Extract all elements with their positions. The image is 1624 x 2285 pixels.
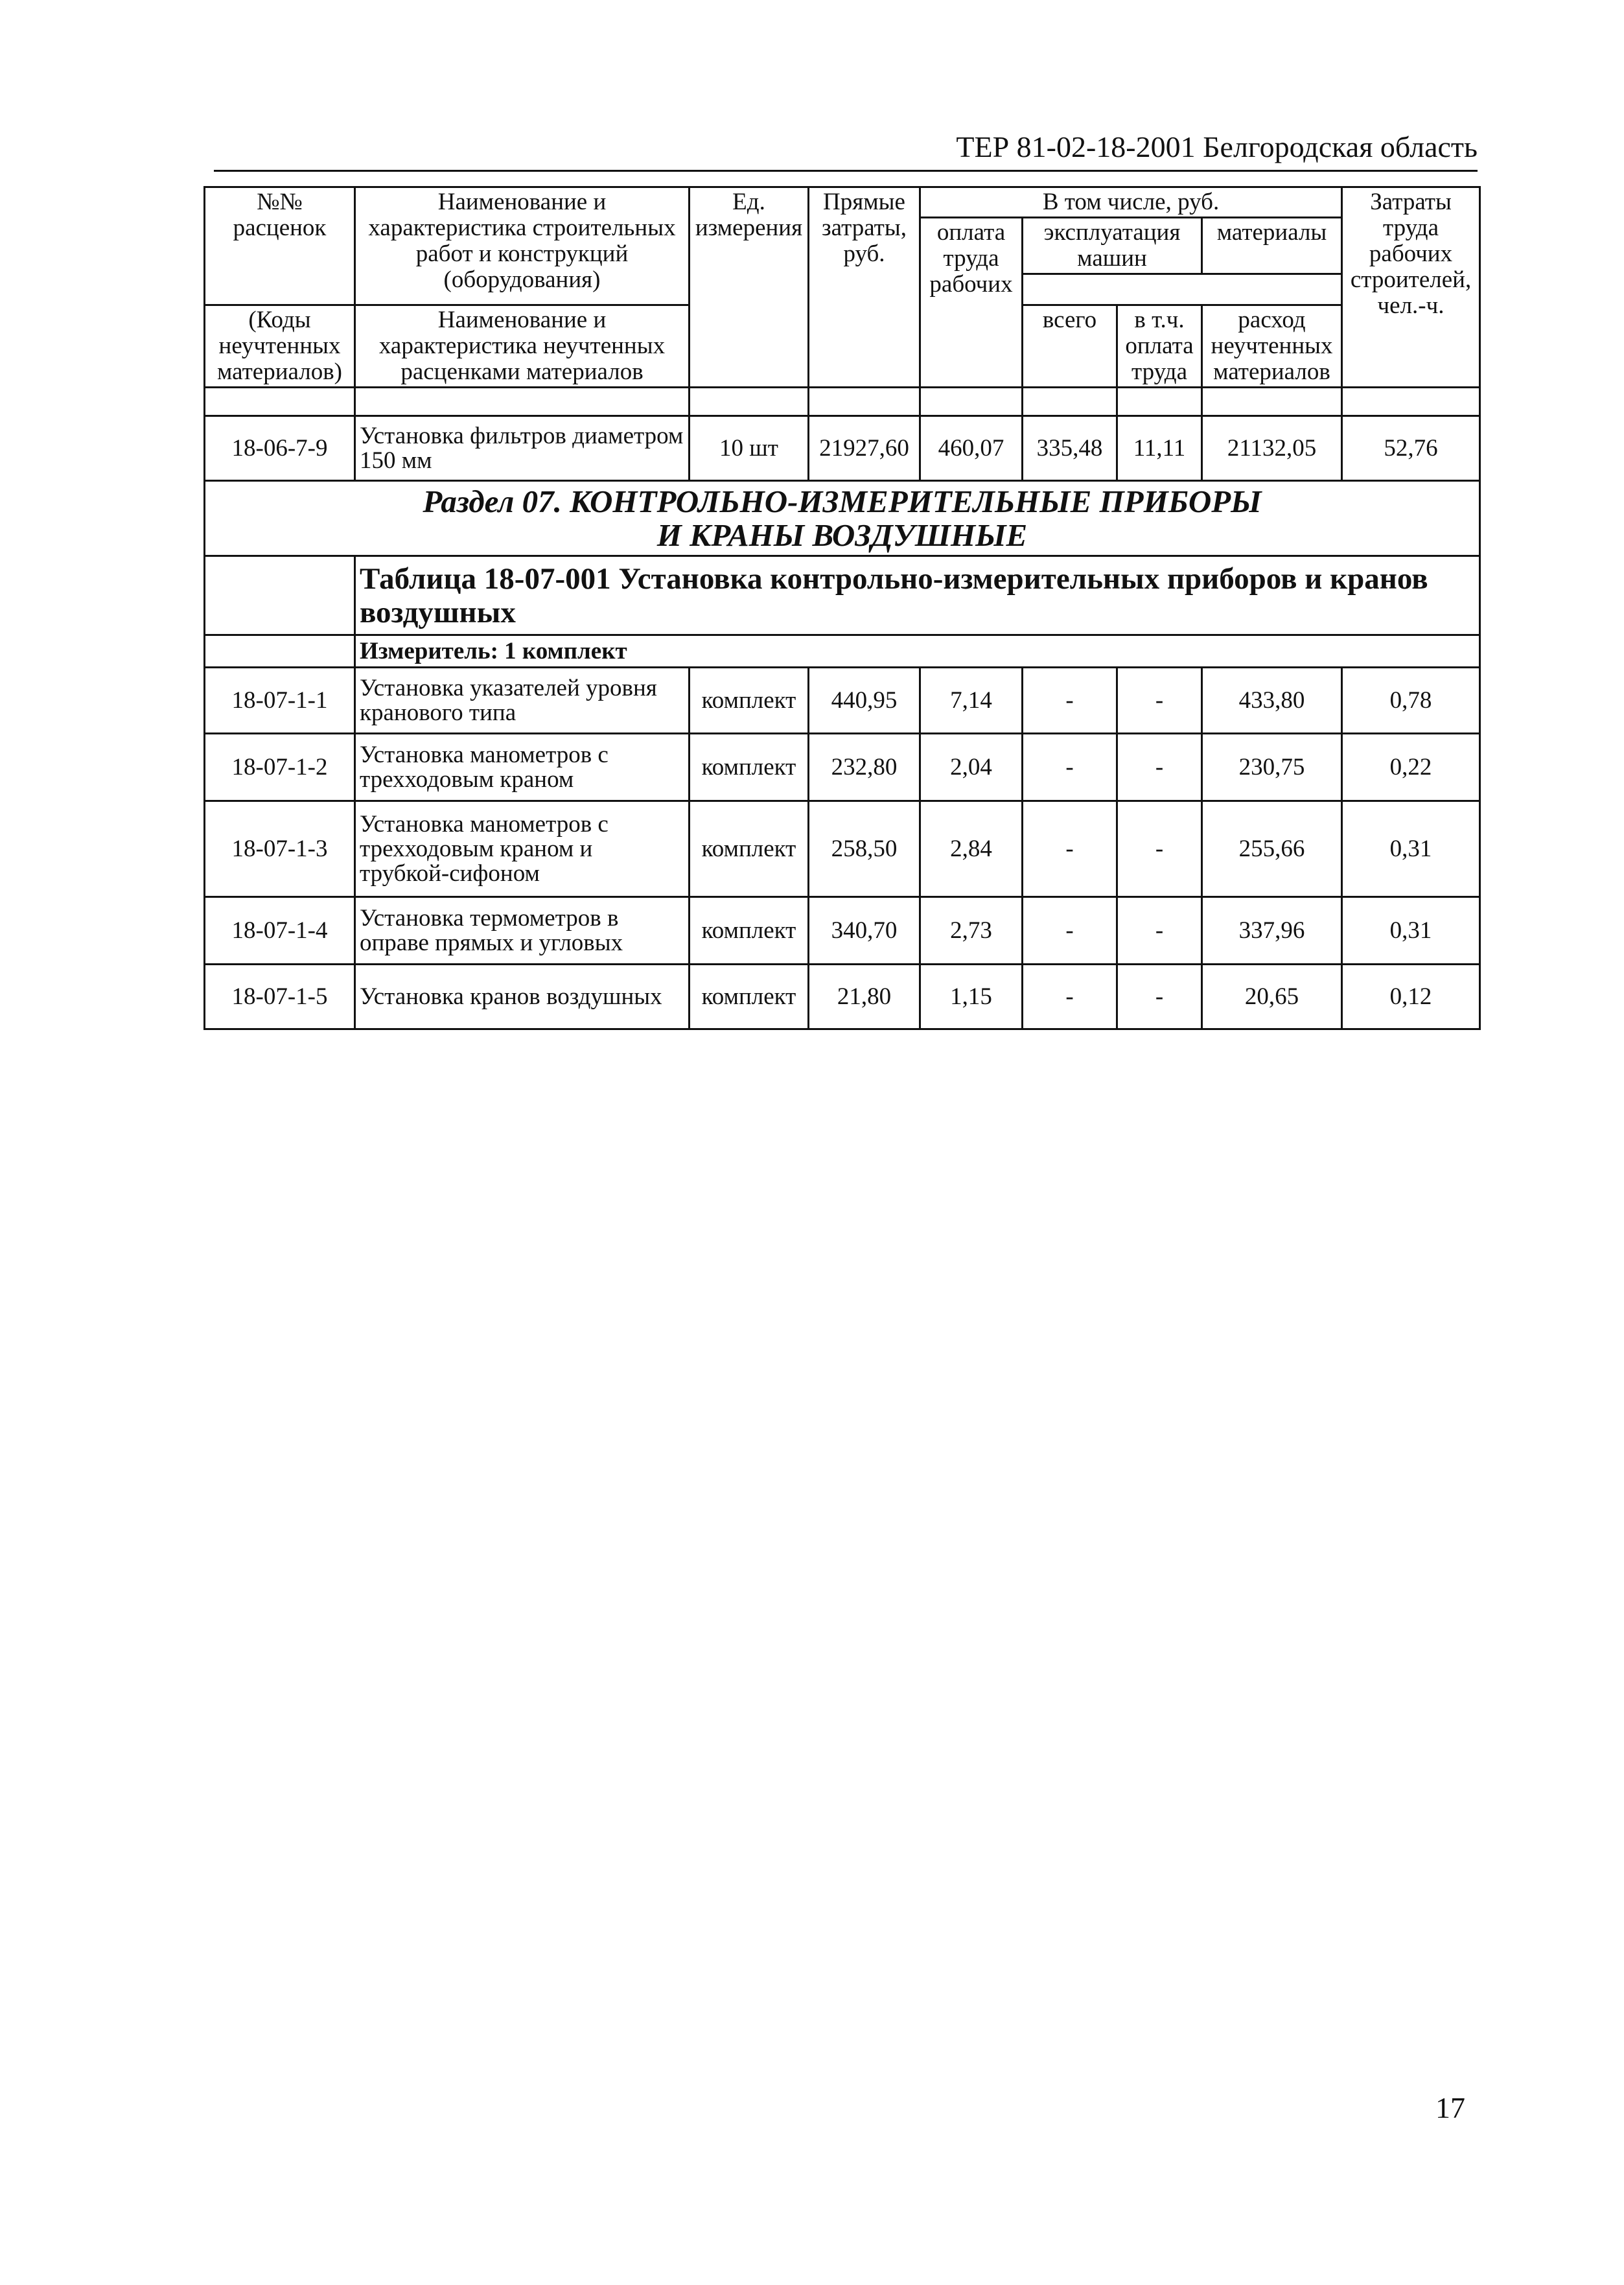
table-row [205, 416, 1480, 481]
header-name-col: Наименование и характеристика строительных работ и конструкций (оборудования) [355, 187, 690, 305]
rate-direct-cost: 232,80 [809, 734, 920, 801]
rate-labor: 0,31 [1342, 897, 1480, 965]
spacer-cell [1117, 388, 1202, 416]
rate-materials: 433,80 [1202, 668, 1342, 734]
rate-machines-wage: - [1117, 734, 1202, 801]
rate-machines-total: - [1023, 965, 1117, 1029]
rate-code: 18-06-7-9 [205, 416, 355, 481]
header-wage-col: оплата труда рабочих [920, 218, 1023, 388]
table-title: Таблица 18-07-001 Установка контрольно-измерительных приборов и кранов воздушных [355, 556, 1480, 635]
rate-direct-cost: 340,70 [809, 897, 920, 965]
rate-machines-wage: - [1117, 965, 1202, 1029]
header-including-col: В том числе, руб. [920, 187, 1342, 218]
rate-machines-total: - [1023, 897, 1117, 965]
header-direct-col: Прямые затраты, руб. [809, 187, 920, 388]
spacer-cell [355, 388, 690, 416]
rate-unit: комплект [690, 965, 809, 1029]
rate-name: Установка термометров в оправе прямых и угловых [355, 897, 690, 965]
page-header [214, 130, 1478, 172]
spacer-cell [1342, 388, 1480, 416]
header-unit-col: Ед. измерения [690, 187, 809, 388]
rates-table [203, 186, 1481, 1030]
spacer-cell [809, 388, 920, 416]
rate-machines-total: 335,48 [1023, 416, 1117, 481]
rate-unit: комплект [690, 668, 809, 734]
rate-wage: 1,15 [920, 965, 1023, 1029]
spacer-cell [920, 388, 1023, 416]
rate-machines-total: - [1023, 734, 1117, 801]
header-name-sub: Наименование и характеристика неучтенных расценками материалов [355, 305, 690, 388]
spacer-cell [690, 388, 809, 416]
rate-unit: 10 шт [690, 416, 809, 481]
rate-wage: 2,84 [920, 801, 1023, 897]
table-row [205, 801, 1480, 897]
section-heading-line1: Раздел 07. КОНТРОЛЬНО-ИЗМЕРИТЕЛЬНЫЕ ПРИБОРЫ [423, 483, 1262, 519]
rate-code: 18-07-1-2 [205, 734, 355, 801]
rate-name: Установка указателей уровня кранового типа [355, 668, 690, 734]
rate-unit: комплект [690, 801, 809, 897]
rate-materials: 230,75 [1202, 734, 1342, 801]
rate-direct-cost: 21,80 [809, 965, 920, 1029]
rate-machines-total: - [1023, 668, 1117, 734]
rate-labor: 0,31 [1342, 801, 1480, 897]
rate-wage: 7,14 [920, 668, 1023, 734]
header-machines-wage: в т.ч. оплата труда [1117, 305, 1202, 388]
rate-labor: 0,78 [1342, 668, 1480, 734]
rate-machines-total: - [1023, 801, 1117, 897]
rate-name: Установка фильтров диаметром 150 мм [355, 416, 690, 481]
rate-code: 18-07-1-5 [205, 965, 355, 1029]
header-labor-col: Затраты труда рабочих строителей, чел.-ч. [1342, 187, 1480, 388]
header-machines-col: эксплуатация машин [1023, 218, 1202, 274]
meter-left-cell [205, 635, 355, 668]
rate-materials: 20,65 [1202, 965, 1342, 1029]
table-row [205, 734, 1480, 801]
section-heading-line2: И КРАНЫ ВОЗДУШНЫЕ [656, 517, 1028, 553]
rate-name: Установка кранов воздушных [355, 965, 690, 1029]
page-number: 17 [1435, 2091, 1465, 2124]
header-code-sub: (Коды неучтенных материалов) [205, 305, 355, 388]
rate-materials: 337,96 [1202, 897, 1342, 965]
rate-wage: 2,04 [920, 734, 1023, 801]
spacer-cell [1023, 388, 1117, 416]
rate-code: 18-07-1-3 [205, 801, 355, 897]
rate-wage: 2,73 [920, 897, 1023, 965]
table-meter: Измеритель: 1 комплект [355, 635, 1480, 668]
rate-code: 18-07-1-4 [205, 897, 355, 965]
rate-wage: 460,07 [920, 416, 1023, 481]
rate-machines-wage: - [1117, 801, 1202, 897]
header-spacer [1023, 274, 1342, 305]
rate-name: Установка манометров с трехходовым краном [355, 734, 690, 801]
rate-machines-wage: - [1117, 668, 1202, 734]
table-row [205, 668, 1480, 734]
spacer-cell [205, 388, 355, 416]
title-left-cell [205, 556, 355, 635]
table-row [205, 965, 1480, 1029]
rate-machines-wage: 11,11 [1117, 416, 1202, 481]
rate-name: Установка манометров с трехходовым краном и трубкой-сифоном [355, 801, 690, 897]
rate-labor: 0,22 [1342, 734, 1480, 801]
header-materials-sub: расход неучтенных материалов [1202, 305, 1342, 388]
rate-unit: комплект [690, 897, 809, 965]
header-materials-col: материалы [1202, 218, 1342, 274]
rate-machines-wage: - [1117, 897, 1202, 965]
header-code-col: №№ расценок [205, 187, 355, 305]
rate-materials: 255,66 [1202, 801, 1342, 897]
document-title: ТЕР 81-02-18-2001 Белгородская область [956, 130, 1478, 163]
rate-direct-cost: 440,95 [809, 668, 920, 734]
rate-unit: комплект [690, 734, 809, 801]
section-heading [205, 481, 1480, 556]
header-machines-total: всего [1023, 305, 1117, 388]
rate-code: 18-07-1-1 [205, 668, 355, 734]
rate-labor: 0,12 [1342, 965, 1480, 1029]
table-row [205, 897, 1480, 965]
rate-labor: 52,76 [1342, 416, 1480, 481]
rate-direct-cost: 258,50 [809, 801, 920, 897]
spacer-cell [1202, 388, 1342, 416]
rate-direct-cost: 21927,60 [809, 416, 920, 481]
rate-materials: 21132,05 [1202, 416, 1342, 481]
